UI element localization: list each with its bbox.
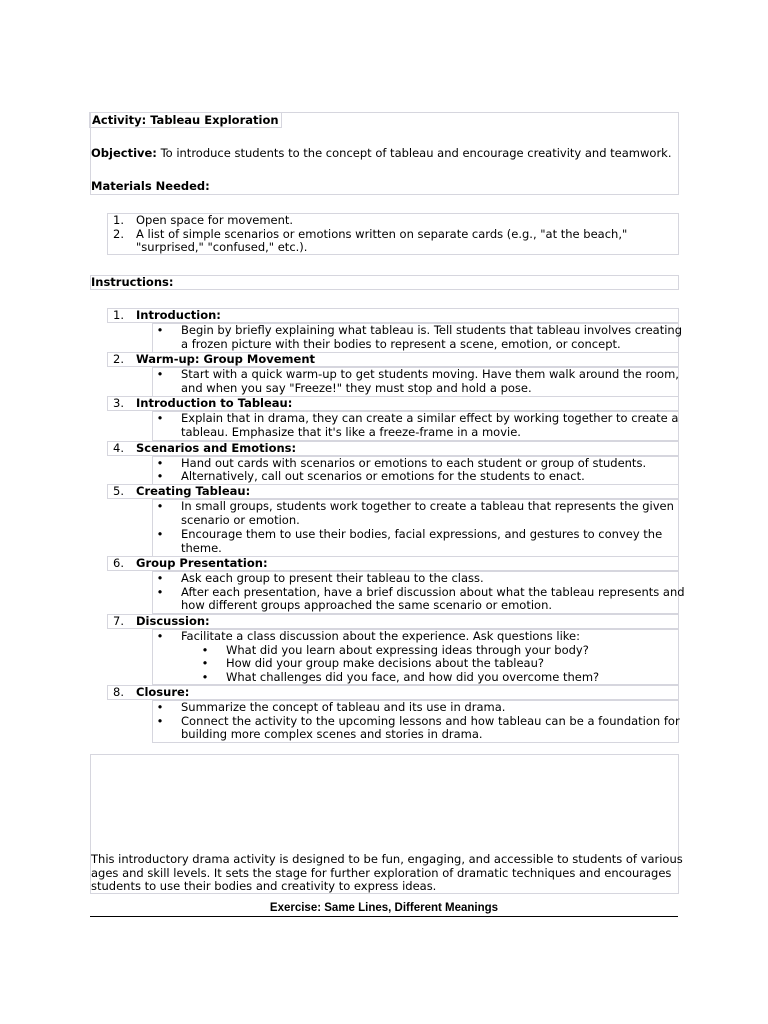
materials-label: Materials Needed: bbox=[91, 179, 210, 193]
bullet-icon: • bbox=[156, 411, 164, 426]
sub-bullet-icon: • bbox=[201, 669, 209, 684]
material-number-1: 1. bbox=[113, 213, 124, 227]
bullet-icon: • bbox=[156, 527, 164, 541]
bullet-icon: • bbox=[156, 323, 164, 337]
instructions-label-box bbox=[90, 275, 679, 290]
bullet-icon: • bbox=[156, 367, 164, 382]
activity-title-text: Activity: Tableau Exploration bbox=[92, 113, 279, 127]
conclusion-line-3: students to use their bodies and creativity to express ideas. bbox=[91, 879, 437, 893]
bullet-icon: • bbox=[156, 499, 164, 514]
step-bullet-text: Encourage them to use their bodies, facial expressions, and gestures to convey the bbox=[181, 527, 663, 541]
step-number: 4. bbox=[113, 440, 124, 455]
step-title: Scenarios and Emotions: bbox=[136, 440, 297, 455]
material-item-2-cont: "surprised," "confused," etc.). bbox=[136, 240, 308, 254]
step-title: Discussion: bbox=[136, 614, 210, 628]
step-bullet-text: Explain that in drama, they can create a similar effect by working together to create a bbox=[181, 411, 679, 426]
step-number: 7. bbox=[113, 614, 124, 628]
objective-line bbox=[91, 146, 672, 160]
activity-title bbox=[89, 112, 282, 128]
step-bullet-text: Ask each group to present their tableau to the class. bbox=[181, 571, 484, 586]
material-item-2: A list of simple scenarios or emotions written on separate cards (e.g., "at the beach," bbox=[136, 227, 628, 241]
step-number: 2. bbox=[113, 352, 124, 367]
instructions-label: Instructions: bbox=[91, 275, 174, 289]
sub-bullet-icon: • bbox=[201, 642, 209, 657]
step-title: Group Presentation: bbox=[136, 556, 268, 571]
step-bullet-text: Start with a quick warm-up to get students moving. Have them walk around the room, bbox=[181, 367, 679, 382]
step-bullet-text: and when you say "Freeze!" they must stop and hold a pose. bbox=[181, 380, 532, 395]
step-number: 6. bbox=[113, 556, 124, 571]
step-bullet-text: how different groups approached the same scenario or emotion. bbox=[181, 598, 553, 613]
step-number: 8. bbox=[113, 684, 124, 699]
bullet-icon: • bbox=[156, 713, 164, 728]
step-header-box bbox=[107, 685, 679, 700]
step-bullet-text: scenario or emotion. bbox=[181, 512, 300, 527]
bullet-icon: • bbox=[156, 455, 164, 470]
step-bullet-text: Alternatively, call out scenarios or emotions for the students to enact. bbox=[181, 469, 585, 484]
bullet-icon: • bbox=[156, 469, 164, 484]
step-number: 1. bbox=[113, 308, 124, 322]
step-bullet-text: a frozen picture with their bodies to represent a scene, emotion, or concept. bbox=[181, 336, 621, 351]
conclusion-line-2: ages and skill levels. It sets the stage for further exploration of dramatic techniques and encourages bbox=[91, 866, 672, 880]
step-title: Introduction to Tableau: bbox=[136, 396, 293, 411]
step-sub-bullet-text: What did you learn about expressing ideas through your body? bbox=[226, 642, 589, 657]
step-bullet-text: After each presentation, have a brief discussion about what the tableau represents and bbox=[181, 584, 685, 599]
sub-bullet-icon: • bbox=[201, 656, 209, 671]
step-number: 3. bbox=[113, 396, 124, 411]
step-number: 5. bbox=[113, 484, 124, 499]
step-title: Warm-up: Group Movement bbox=[136, 352, 316, 367]
next-exercise-title: Exercise: Same Lines, Different Meanings bbox=[90, 901, 678, 917]
step-bullet-text: building more complex scenes and stories in drama. bbox=[181, 727, 483, 742]
step-bullet-text: Facilitate a class discussion about the experience. Ask questions like: bbox=[181, 629, 580, 643]
step-bullet-text: In small groups, students work together to create a tableau that represents the given bbox=[181, 499, 674, 514]
step-bullet-text: Begin by briefly explaining what tableau is. Tell students that tableau involves creating bbox=[181, 323, 683, 337]
bullet-icon: • bbox=[156, 571, 164, 586]
material-item-1: Open space for movement. bbox=[136, 213, 294, 227]
step-sub-bullet-text: What challenges did you face, and how did you overcome them? bbox=[226, 669, 600, 684]
bullet-icon: • bbox=[156, 584, 164, 599]
bullet-icon: • bbox=[156, 699, 164, 714]
bullet-icon: • bbox=[156, 629, 164, 643]
step-bullet-text: Connect the activity to the upcoming lessons and how tableau can be a foundation for bbox=[181, 713, 680, 728]
step-bullet-text: tableau. Emphasize that it's like a freeze-frame in a movie. bbox=[181, 425, 521, 439]
step-title: Closure: bbox=[136, 684, 190, 699]
step-bullet-text: Hand out cards with scenarios or emotions to each student or group of students. bbox=[181, 455, 647, 470]
objective-text: To introduce students to the concept of tableau and encourage creativity and teamwork. bbox=[160, 146, 672, 160]
step-sub-bullet-text: How did your group make decisions about the tableau? bbox=[226, 656, 544, 671]
step-bullet-text: Summarize the concept of tableau and its use in drama. bbox=[181, 699, 506, 714]
step-title: Introduction: bbox=[136, 308, 221, 322]
step-bullet-text: theme. bbox=[181, 540, 222, 555]
step-title: Creating Tableau: bbox=[136, 484, 251, 499]
conclusion-line-1: This introductory drama activity is designed to be fun, engaging, and accessible to students of various bbox=[91, 852, 683, 866]
objective-label: Objective: bbox=[91, 146, 157, 160]
material-number-2: 2. bbox=[113, 227, 124, 241]
